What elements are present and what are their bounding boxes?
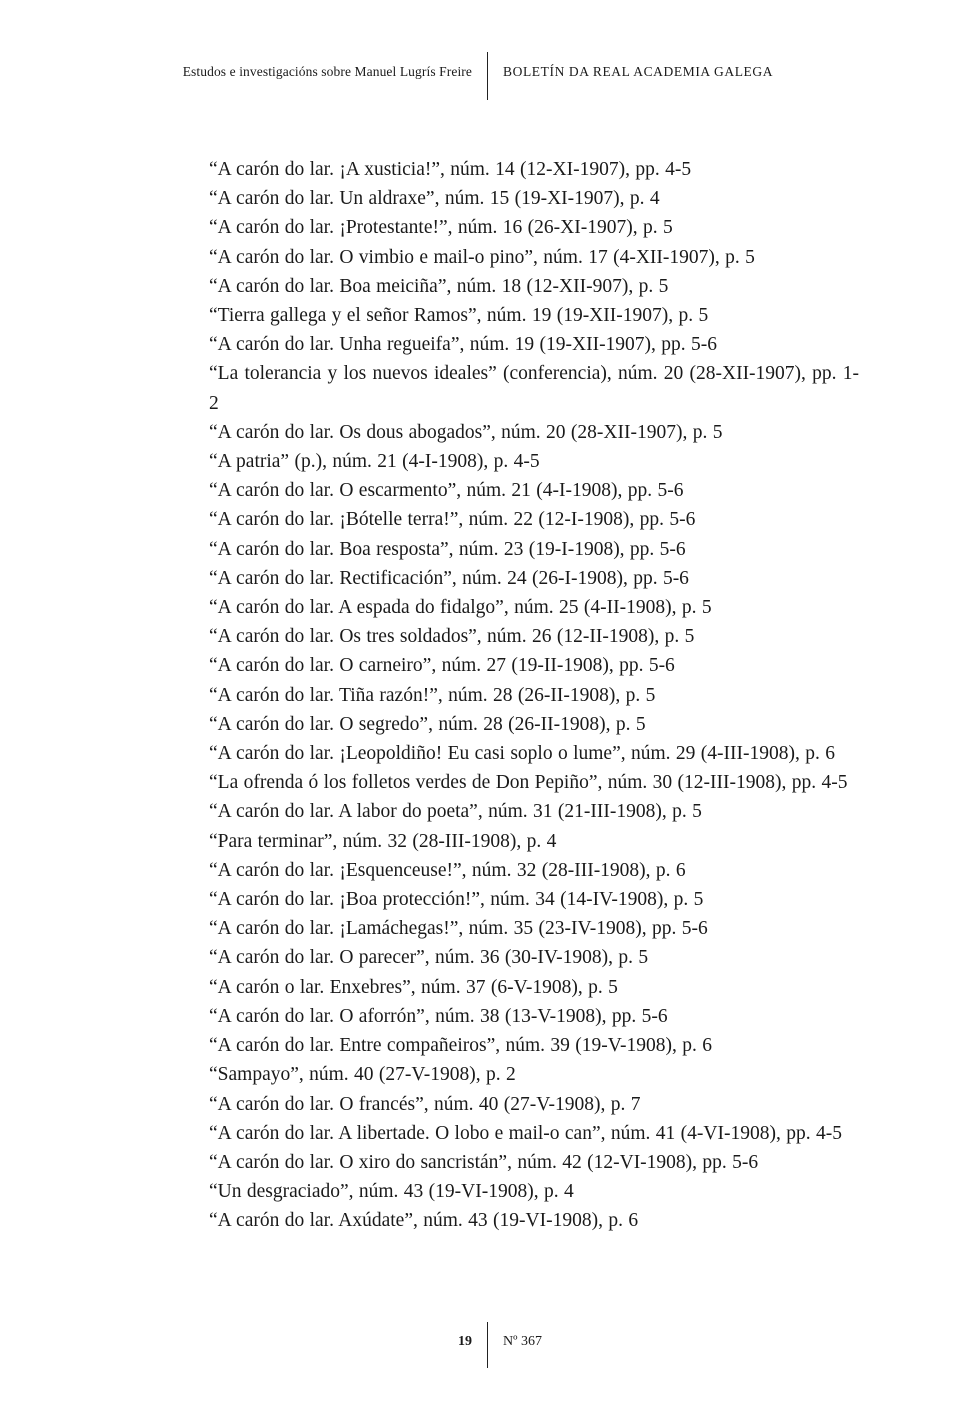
bibliography-entry: “A carón do lar. Entre compañeiros”, núm. 39 (19-V-1908), p. 6 — [209, 1035, 713, 1057]
bibliography-entry: “A carón do lar. Os dous abogados”, núm. 20 (28-XII-1907), p. 5 — [209, 421, 723, 443]
bibliography-entry: “A carón do lar. Os tres soldados”, núm. 26 (12-II-1908), p. 5 — [209, 626, 695, 648]
bibliography-entry: “A carón do lar. ¡Protestante!”, núm. 16 (26-XI-1907), p. 5 — [209, 217, 673, 239]
header-journal-title: BOLETÍN DA REAL ACADEMIA GALEGA — [503, 64, 774, 79]
bibliography-entry: “A carón do lar. A libertade. O lobo e mail-o can”, núm. 41 (4-VI-1908), pp. 4-5 — [209, 1122, 842, 1144]
bibliography-entry: “Un desgraciado”, núm. 43 (19-VI-1908), p. 4 — [209, 1181, 574, 1203]
bibliography-entry: “La ofrenda ó los folletos verdes de Don Pepiño”, núm. 30 (12-III-1908), pp. 4-5 — [209, 772, 848, 794]
bibliography-entry: “A carón do lar. O parecer”, núm. 36 (30-IV-1908), p. 5 — [209, 947, 649, 969]
footer-divider — [487, 1322, 488, 1368]
bibliography-entry: “A carón do lar. Axúdate”, núm. 43 (19-VI-1908), p. 6 — [209, 1210, 639, 1232]
bibliography-entry: “A carón do lar. O escarmento”, núm. 21 (4-I-1908), pp. 5-6 — [209, 480, 684, 502]
bibliography-entry: “A carón do lar. O carneiro”, núm. 27 (19-II-1908), pp. 5-6 — [209, 655, 675, 677]
bibliography-entry: “A carón do lar. Tiña razón!”, núm. 28 (26-II-1908), p. 5 — [209, 684, 656, 706]
bibliography-entry: “A carón do lar. ¡A xusticia!”, núm. 14 (12-XI-1907), pp. 4-5 — [209, 159, 692, 180]
bibliography-entry: “A carón do lar. O segredo”, núm. 28 (26-II-1908), p. 5 — [209, 713, 646, 735]
header-divider — [487, 52, 488, 100]
page-footer — [0, 1322, 975, 1368]
bibliography-entry: “A carón do lar. Boa meiciña”, núm. 18 (12-XII-907), p. 5 — [209, 275, 669, 297]
bibliography-entry: “A carón do lar. Rectificación”, núm. 24 (26-I-1908), pp. 5-6 — [209, 567, 689, 589]
bibliography-entry: “A carón do lar. ¡Boa protección!”, núm. 34 (14-IV-1908), p. 5 — [209, 889, 704, 911]
bibliography-entry: “A patria” (p.), núm. 21 (4-I-1908), p. 4-5 — [209, 451, 540, 473]
bibliography-entry: “A carón o lar. Enxebres”, núm. 37 (6-V-1908), p. 5 — [209, 976, 618, 998]
bibliography-entry: “A carón do lar. Un aldraxe”, núm. 15 (19-XI-1907), p. 4 — [209, 188, 660, 210]
bibliography-entry: “A carón do lar. ¡Bótelle terra!”, núm. 22 (12-I-1908), pp. 5-6 — [209, 509, 696, 531]
bibliography-entry: “A carón do lar. Unha regueifa”, núm. 19 (19-XII-1907), pp. 5-6 — [209, 334, 718, 356]
bibliography-list — [209, 155, 859, 1236]
header-series-title: Estudos e investigacións sobre Manuel Lugrís Freire — [182, 64, 472, 79]
bibliography-entry: “Sampayo”, núm. 40 (27-V-1908), p. 2 — [209, 1064, 516, 1086]
bibliography-entry: “La tolerancia y los nuevos ideales” (conferencia), núm. 20 (28-XII-1907), pp. 1-2 — [209, 363, 859, 414]
bibliography-entry: “Tierra gallega y el señor Ramos”, núm. 19 (19-XII-1907), p. 5 — [209, 305, 709, 327]
bibliography-entry: “A carón do lar. ¡Esquenceuse!”, núm. 32 (28-III-1908), p. 6 — [209, 859, 686, 881]
bibliography-entry: “A carón do lar. A labor do poeta”, núm. 31 (21-III-1908), p. 5 — [209, 801, 702, 823]
bibliography-entry: “A carón do lar. O vimbio e mail-o pino”, núm. 17 (4-XII-1907), p. 5 — [209, 246, 755, 268]
bibliography-entry: “Para terminar”, núm. 32 (28-III-1908), p. 4 — [209, 830, 557, 852]
issue-number: Nº 367 — [503, 1334, 542, 1349]
bibliography-entry: “A carón do lar. ¡Lamáchegas!”, núm. 35 (23-IV-1908), pp. 5-6 — [209, 918, 708, 940]
bibliography-entry: “A carón do lar. Boa resposta”, núm. 23 (19-I-1908), pp. 5-6 — [209, 538, 686, 560]
bibliography-entry: “A carón do lar. A espada do fidalgo”, núm. 25 (4-II-1908), p. 5 — [209, 597, 712, 619]
bibliography-entry: “A carón do lar. O xiro do sancristán”, núm. 42 (12-VI-1908), pp. 5-6 — [209, 1151, 759, 1173]
bibliography-entry: “A carón do lar. O aforrón”, núm. 38 (13-V-1908), pp. 5-6 — [209, 1005, 668, 1027]
page-number: 19 — [458, 1334, 472, 1349]
bibliography-entry: “A carón do lar. ¡Leopoldiño! Eu casi soplo o lume”, núm. 29 (4-III-1908), p. 6 — [209, 743, 835, 765]
bibliography-entry: “A carón do lar. O francés”, núm. 40 (27-V-1908), p. 7 — [209, 1093, 641, 1115]
running-header — [0, 52, 975, 100]
